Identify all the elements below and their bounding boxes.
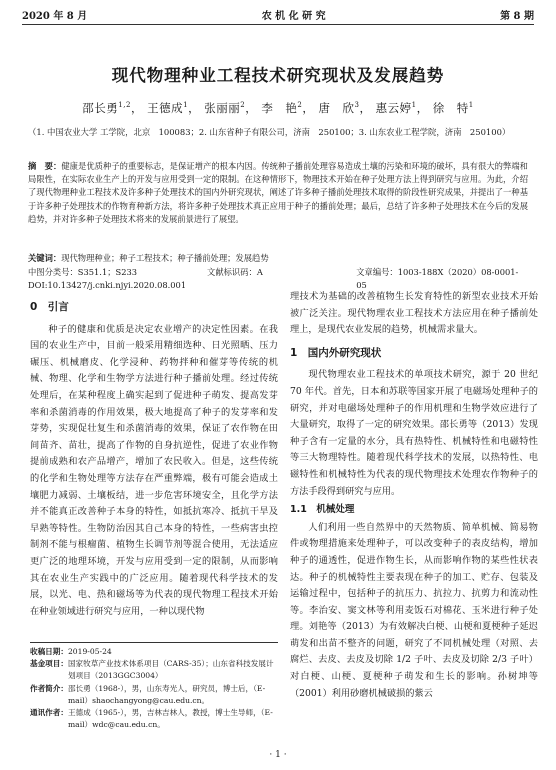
article-number: 文章编号：1003-188X（2020）08-0001-05 bbox=[356, 267, 519, 290]
author: 唐 欣$^3$ bbox=[318, 101, 360, 115]
author: 邵长勇$^{1,2}$ bbox=[82, 101, 131, 115]
footnote-corresponding-author: 通讯作者： 王德成（1965-），男，吉林吉林人，教授，博士生导师，（E-mail）wdc@cau.edu.cn。 bbox=[30, 708, 273, 730]
footnote-divider bbox=[30, 642, 278, 643]
body-paragraph: 种子的健康和优质是决定农业增产的决定性因素。在我国的农业生产中，目前一般采用精细选种、日光照晒、压力碾压、机械磨皮、化学浸种、药物拌种和催芽等传统的机械、物理、化学和生物学方法进行种子播前处理。经过传统处理后，在某种程度上确实起到了促进种子萌发、提高发芽率和杀菌消毒的作用效果，极大地提高了种子的发芽率和发芽势，实现促壮复生和杀菌消毒的效果，保证了农作物在田间苗齐、苗壮，提高了作物的自身抗逆性，促进了农业作物提前成熟和农产品增产，增加了农民收入。但是，这些传统的化学和生物处理等方法存在严重弊端，极有可能会造成土壤肥力减弱、土壤板结，进一步危害环境安全，且化学方法并不能真正改善种子本身的特性，如抵抗寒冷、抵抗干旱及早熟等特性。生物防治因其自己本身的特性，一些病害虫控制剂不能与根瘤菌、植物生长调节剂等混合使用，无法适应更广泛的地理环境，开发与应用受到一定的限制，从而影响其在农业生产实践中的广泛应用。随着现代科学技术的发展，以光、电、热和磁场等为代表的现代物理工程技术开始在种业领域进行研究与应用，一种以现代物 bbox=[30, 323, 278, 617]
page-number: · 1 · bbox=[269, 750, 287, 760]
section-heading-introduction: 0 引言 bbox=[30, 301, 69, 313]
body-paragraph: 人们利用一些自然界中的天然物质、简单机械、简易物件或物理措施来处理种子，可以改变种子的表皮结构，增加种子的通透性，促进作物生长，从而影响作物的某些性状表达。种子的机械特性主要表现在种子的加工、贮存、包装及运输过程中，包括种子的抗压力、抗拉力、抗剪力和流动性等。李治安、窦文林等利用麦饭石对棉花、玉米进行种子处理。刘艳等（2013）为有效解决白梗、山梗和夏梗种子延迟萌发和出苗不整齐的问题，研究了不同机械处理（对照、去腐烂、去皮、去皮及切除 1/2 子叶、去皮及切除 2/3 子叶）对白梗、山梗、夏梗种子萌发和生长的影响。孙树坤等（2001）利用砂磨机械破损的紫云 bbox=[290, 521, 538, 699]
header-issue: 第 8 期 bbox=[500, 10, 534, 22]
section-heading-research-status: 1 国内外研究现状 bbox=[290, 346, 382, 359]
paper-title: 现代物理种业工程技术研究现状及发展趋势 bbox=[111, 66, 445, 85]
abstract-text: 健康是优质种子的重要标志，是保证增产的根本内因。传统种子播前处理容易造成土壤的污染和环境的破坏，具有很大的弊端和局限性，在实际农业生产上的开发与应用受到一定的限制。在这种情形下，物理技术开始在种子处理方法上得到研究与应用。为此，介绍了现代物理种业工程技术及许多种子处理技术的国内外研究现状，阐述了许多种子播前处理技术取得的阶段性研究成果，并提出了一种基于许多种子处理技术的作物育种新方法，将许多种子处理技术真正应用于种子的播前处理；最后，总结了许多种子处理技术在今后的发展趋势，并对许多种子处理技术将来的发展前景进行了展望。 bbox=[28, 161, 528, 224]
header-divider bbox=[22, 24, 534, 25]
author: 王德成$^1$ bbox=[147, 101, 189, 115]
header-journal: 农 机 化 研 究 bbox=[261, 10, 326, 22]
author: 张丽丽$^2$ bbox=[204, 101, 246, 115]
body-paragraph: 理技术为基础的改善植物生长发育特性的新型农业技术开始被广泛关注。现代物理农业工程技术方法应用在种子播前处理上，是现代农业发展的趋势，机械需求量大。 bbox=[290, 291, 538, 336]
right-column bbox=[290, 289, 538, 702]
footnotes bbox=[30, 646, 278, 731]
abstract bbox=[28, 160, 528, 226]
keywords bbox=[28, 252, 528, 265]
abstract-label: 摘 要： bbox=[28, 161, 62, 171]
footnote-funding: 基金项目： 国家牧草产业技术体系项目（CARS-35）；山东省科技发展计划项目（2013GGC3004） bbox=[30, 659, 274, 681]
body-paragraph: 现代物理农业工程技术的单项技术研究，源于 20 世纪 70 年代。首先，日本和苏联等国家开展了电磁场处理种子的研究，并对电磁场处理种子的作用机理和生物学效应进行了大量研究，取得了一定的研究效果。邵长勇等（2013）发现种子含有一定量的水分，具有热特性、机械特性和电磁特性等三大物理特性。随着现代科学技术的发展，以热特性、电磁特性和机械特性为代表的现代物理技术处理农作物种子的方法手段得到研究与应用。 bbox=[290, 369, 538, 497]
document-code: 文献标识码：A bbox=[207, 267, 263, 277]
footnote-received: 收稿日期： 2019-05-24 bbox=[30, 647, 112, 656]
clc-number: 中图分类号：S351.1；S233 bbox=[28, 267, 138, 277]
author-list: 邵长勇$^{1,2}$， 王德成$^1$， 张丽丽$^2$， 李 艳$^2$， 唐 欣$^3$， 惠云婷$^1$， 徐 特$^1$ bbox=[82, 101, 474, 115]
affiliations: （1. 中国农业大学 工学院，北京 100083；2. 山东省种子有限公司，济南 250100；3. 山东农业工程学院，济南 250100） bbox=[28, 127, 511, 137]
keywords-text: 现代物理种业；种子工程技术；种子播前处理；发展趋势 bbox=[61, 253, 269, 263]
footnote-author-bio: 作者简介： 邵长勇（1968-），男，山东寿光人，研究员，博士后，（E-mail）shaochangyong@cau.edu.cn。 bbox=[30, 683, 266, 705]
subsection-heading-mechanical: 1.1 机械处理 bbox=[290, 504, 355, 516]
running-header bbox=[22, 6, 534, 22]
left-column bbox=[30, 298, 278, 620]
author: 李 艳$^2$ bbox=[261, 101, 303, 115]
doi: DOI:10.13427/j.cnki.njyi.2020.08.001 bbox=[28, 280, 187, 290]
author: 徐 特$^1$ bbox=[432, 101, 474, 115]
header-date: 2020 年 8 月 bbox=[22, 10, 88, 22]
keywords-label: 关键词： bbox=[28, 253, 62, 263]
author: 惠云婷$^1$ bbox=[375, 101, 417, 115]
